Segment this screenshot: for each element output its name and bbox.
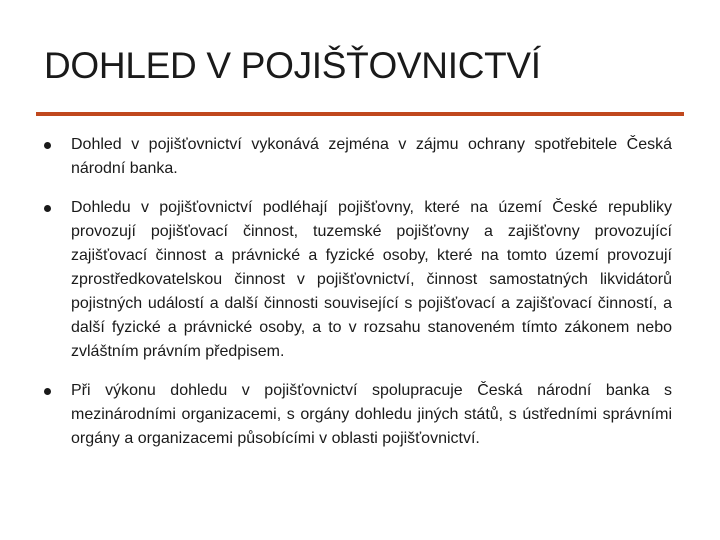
- bullet-text: Při výkonu dohledu v pojišťovnictví spolupracuje Česká národní banka s mezinárodními organizacemi, s orgány dohledu jiných států, s ústředními správními orgány a organizacemi působícími v oblasti pojišťovnictví.: [71, 382, 672, 447]
- bullet-dot-icon: [44, 388, 51, 395]
- bullet-item: [44, 196, 672, 364]
- bullet-dot-icon: [44, 205, 51, 212]
- title-divider: [36, 112, 684, 116]
- bullet-text: Dohledu v pojišťovnictví podléhají pojišťovny, které na území České republiky provozují pojišťovací činnost, tuzemské pojišťovny a zajišťovny provozující zajišťovací činnost a právnické a fyzické osoby, které na tomto území provozují zprostředkovatelskou činnost v pojišťovnictví, činnost samostatných likvidátorů pojistných událostí a další činnosti související s pojišťovací a zajišťovací činností, a další fyzické a právnické osoby, a to v rozsahu stanoveném tímto zákonem nebo zvláštním právním předpisem.: [71, 199, 672, 360]
- bullet-list: [44, 133, 672, 451]
- bullet-dot-icon: [44, 142, 51, 149]
- bullet-text: Dohled v pojišťovnictví vykonává zejména v zájmu ochrany spotřebitele Česká národní banka.: [71, 136, 672, 177]
- bullet-item: [44, 133, 672, 181]
- bullet-item: [44, 379, 672, 451]
- slide-title: DOHLED V POJIŠŤOVNICTVÍ: [44, 45, 541, 86]
